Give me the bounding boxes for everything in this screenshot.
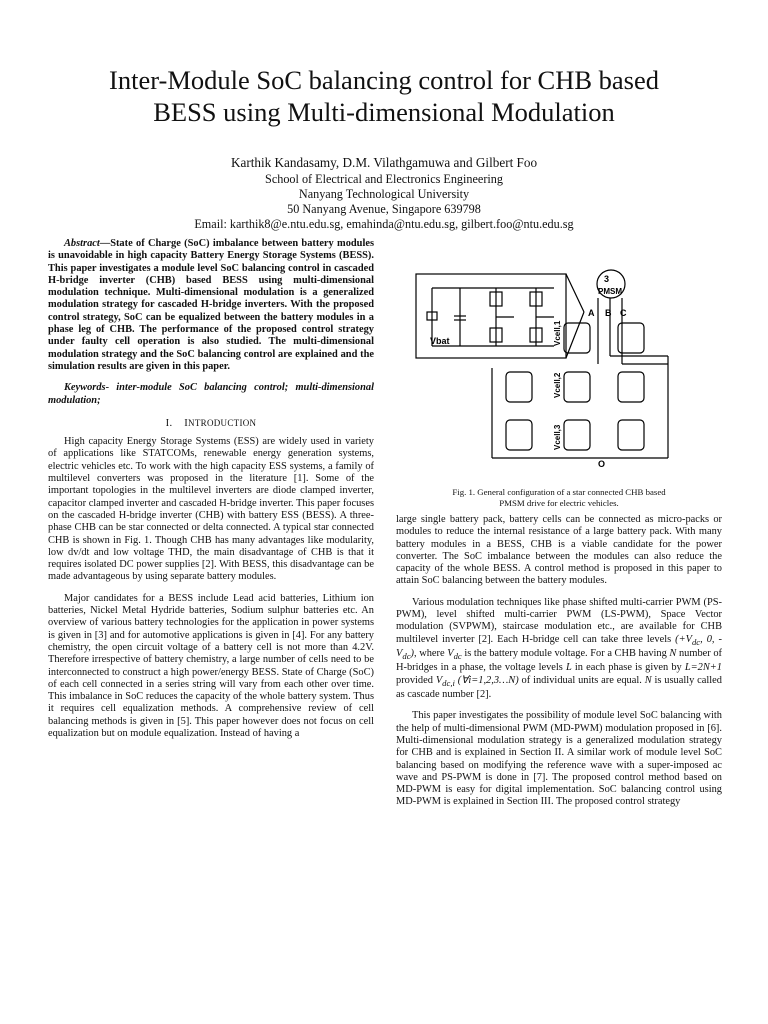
- figure-caption: Fig. 1. General configuration of a star connected CHB based PMSM drive for electric vehicles.: [452, 487, 666, 508]
- battery-cell-b1: [506, 372, 532, 402]
- battery-cell-a1: [564, 323, 590, 353]
- keywords-text: inter-module SoC balancing control; multi-dimensional modulation;: [48, 382, 374, 406]
- abstract-label: Abstract: [64, 238, 100, 249]
- figure-chb-diagram: [414, 268, 676, 468]
- motor-label: PMSM: [598, 287, 622, 296]
- neutral-label: O: [598, 459, 606, 468]
- author-emails: Email: karthik8@e.ntu.edu.sg, emahinda@ntu.edu.sg, gilbert.foo@ntu.edu.sg: [194, 217, 574, 231]
- author-names: Karthik Kandasamy, D.M. Vilathgamuwa and Gilbert Foo: [230, 155, 538, 170]
- battery-cell-c3: [618, 420, 644, 450]
- battery-cell-b2: [506, 420, 532, 450]
- intro-paragraph-1: High capacity Energy Storage Systems (ESS) are widely used in variety of applications like STATCOMs, renewable energy generation systems, electric vehicles etc. To work with the high capacity ESS systems, a family of multilevel converters was proposed in the literature [1]. Some of the important topologies in the multilevel inverters are diode clamped inverter, capacitor clamped inverter and cascaded H-bridge inverter. This paper focuses on the cascaded H-bridge inverter (CHB) with battery ESS (BESS). A three-phase CHB can be star connected or delta connected. A typical star connected CHB is shown in Fig. 1. Though CHB has many advantages like modularity, low dv/dt and low voltage THD, the main disadvantage of CHB is that it requires isolated DC power supplies [2]. With BESS, this disadvantage can be made advantageous by using separate battery modules.: [48, 436, 374, 583]
- battery-cell-a2: [564, 372, 590, 402]
- intro-paragraph-5: This paper investigates the possibility of module level SoC balancing with the help of multi-dimensional PWM (MD-PWM) modulation proposed in [6]. Multi-dimensional modulation strategy is a generalized modulation strategy for CHB and is explained in Section II. A similar work of module level SoC balancing based on modifying the reference wave with a super-imposed ac wave and PS-PWM is done in [7]. The proposed control method based on MD-PWM is easy for digital implementation. SoC balancing control using MD-PWM is explained in Section III. The proposed control strategy: [396, 710, 722, 808]
- phase-label-c: C: [620, 308, 627, 318]
- author-block: [40, 154, 728, 232]
- battery-cell-a3: [564, 420, 590, 450]
- intro-paragraph-2: Major candidates for a BESS include Lead acid batteries, Lithium ion batteries, Nickel Metal Hydride batteries, Sodium sulphur batteries etc. An overview of various battery technologies for the application in power systems is given in [3] and for automotive applications is given in [4]. For any battery chemistry, the open circuit voltage of a battery cell is not more than 4.2V. Therefore irrespective of battery chemistry, a large number of cells need to be interconnected to construct a high power/energy BESS. State of Charge (SoC) of each cell connected in a series string will vary from each other over time. This imbalance in SoC reduces the capacity of the whole battery system. Thus it requires cell equalization methods. A comprehensive review of cell balancing methods is given in [5]. This paper however does not focus on cell equalization but on module equalization. Instead of having a: [48, 592, 374, 739]
- motor-phase-count: 3: [604, 274, 610, 284]
- section-heading-introduction: I. INTRODUCTION: [165, 417, 257, 429]
- affiliation-line-1: School of Electrical and Electronics Engineering: [265, 172, 503, 186]
- phase-label-b: B: [605, 308, 612, 318]
- abstract-text: —State of Charge (SoC) imbalance between battery modules is unavoidable in high capacity Battery Energy Storage Systems (BESS). This paper investigates a module level SoC balancing control in cascaded H-bridge inverter (CHB) based BESS using multi-dimensional modulation technique. Multi-dimensional modulation is a generalized modulation strategy for cascaded H-bridge inverters. With the proposed control strategy, SoC can be equalized between the battery modules in a phase leg of CHB. The performance of the proposed control strategy under faulty cell operation is also studied. The multi-dimensional modulation strategy and the SoC balancing control are explained and the simulation results are given in this paper.: [48, 238, 374, 372]
- vbat-label: Vbat: [430, 336, 450, 346]
- keywords-label: Keywords-: [64, 382, 110, 394]
- paper-title: [40, 64, 728, 128]
- intro-paragraph-4: Various modulation techniques like phase shifted multi-carrier PWM (PS-PWM), level shifted multi-carrier PWM (LS-PWM), Space Vector modulation (SVPWM), staircase modulation etc., are available for CHB multilevel inverter [2]. Each H-bridge cell can take three levels ($+V_{dc}$, 0, $-V_{dc}$), where $V_{dc}$ is the battery module voltage. For a CHB having N number of H-bridges in a phase, the voltage levels L in each phase is given by L=2N+1 provided $V_{dc,i}$ (∀i=1,2,3…N) of individual units are equal. N is usually called as cascade number [2].: [396, 596, 722, 701]
- vcell-1-label: Vcell,1: [553, 320, 562, 346]
- affiliation-line-2: Nanyang Technological University: [298, 187, 470, 201]
- keywords: [48, 382, 374, 407]
- intro-paragraph-3: large single battery pack, battery cells can be connected as micro-packs or modules to reduce the internal resistance of a large battery pack. With many battery modules in a BESS, CHB is a viable candidate for the power converter. The SoC imbalance between the modules can also reduce the capacity of the whole BESS. A control method is proposed in this paper to attain SoC balancing between the battery modules.: [396, 514, 722, 587]
- vcell-2-label: Vcell,2: [553, 372, 562, 398]
- title-line-2: BESS using Multi-dimensional Modulation: [153, 97, 615, 127]
- left-column: [48, 238, 374, 749]
- vcell-3-label: Vcell,3: [553, 424, 562, 450]
- affiliation-line-3: 50 Nanyang Avenue, Singapore 639798: [287, 202, 481, 216]
- phase-label-a: A: [588, 308, 595, 318]
- title-line-1: Inter-Module SoC balancing control for CHB based: [109, 65, 659, 95]
- battery-cell-c2: [618, 372, 644, 402]
- right-column: [396, 514, 722, 818]
- abstract: [48, 238, 374, 373]
